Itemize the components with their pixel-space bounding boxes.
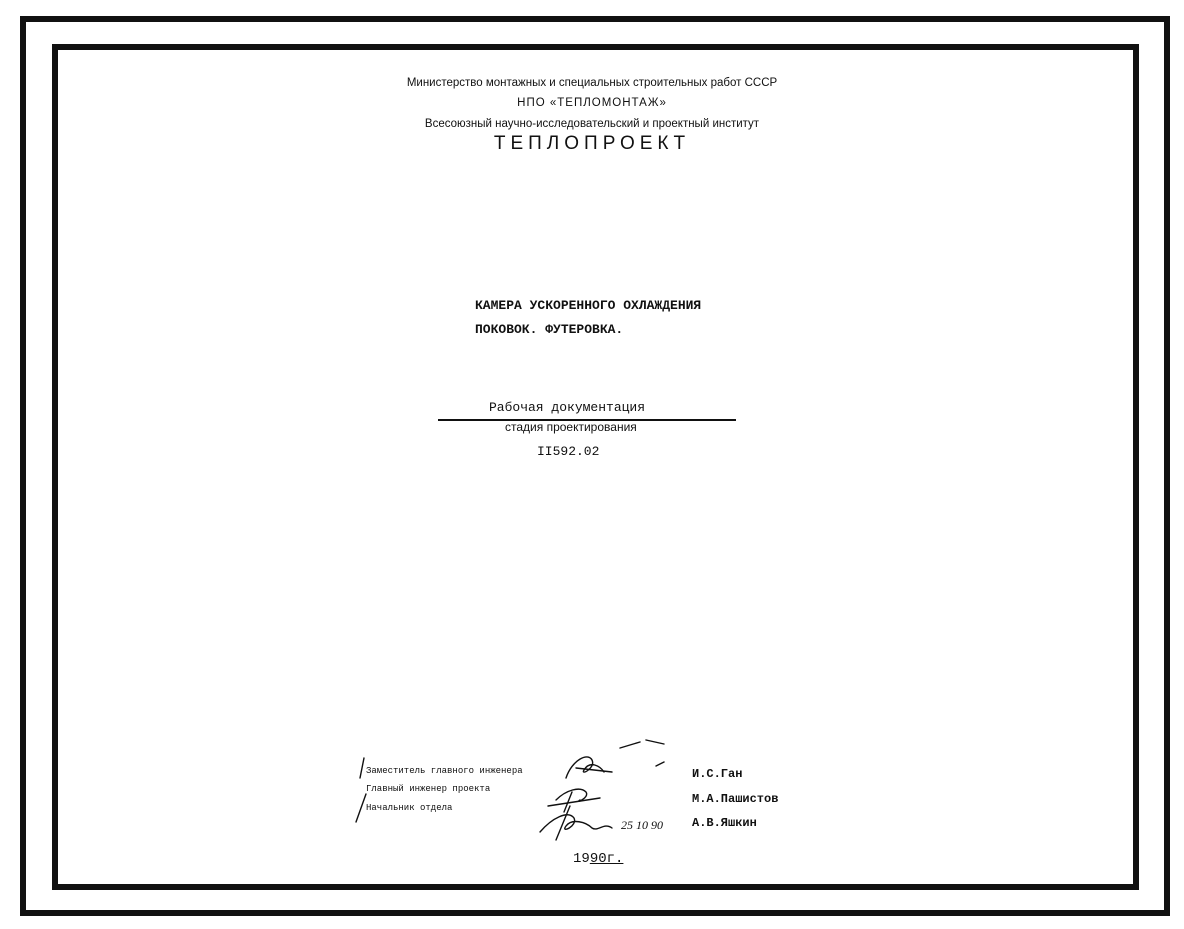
signatory-role-3: Начальник отдела [366, 803, 453, 813]
document-code: II592.02 [537, 444, 600, 459]
institute-line: Всесоюзный научно-исследовательский и проектный институт [424, 118, 760, 130]
document-title-line1: КАМЕРА УСКОРЕННОГО ОХЛАЖДЕНИЯ [475, 298, 702, 313]
signatory-role-2: Главный инженер проекта [366, 784, 491, 794]
signatory-role-1: Заместитель главного инженера [366, 766, 523, 776]
year-suffix: 90г. [589, 851, 624, 867]
year [573, 851, 623, 867]
signatory-name-2: М.А.Пашистов [692, 792, 779, 806]
npo-line: НПО «ТЕПЛОМОНТАЖ» [517, 97, 667, 109]
documentation-label: Рабочая документация [489, 400, 646, 415]
document-title-line2: ПОКОВОК. ФУТЕРОВКА. [475, 322, 624, 337]
signatory-name-3: А.В.Яшкин [692, 816, 757, 830]
stage-label: стадия проектирования [505, 420, 637, 434]
year-prefix: 19 [573, 851, 590, 867]
institute-name: ТЕПЛОПРОЕКТ [493, 133, 691, 154]
signature-date: 25 10 90 [621, 818, 663, 832]
signatory-name-1: И.С.Ган [692, 767, 743, 781]
ministry-line: Министерство монтажных и специальных строительных работ СССР [406, 77, 778, 89]
